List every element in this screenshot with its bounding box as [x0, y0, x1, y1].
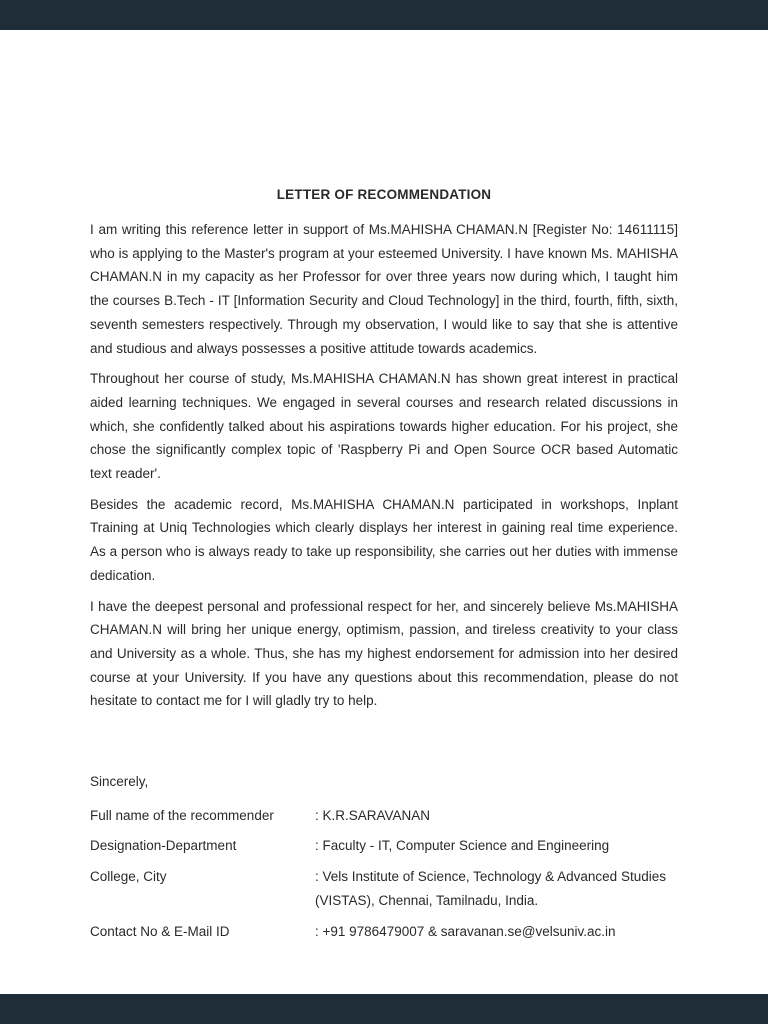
signature-value-college: : Vels Institute of Science, Technology & Advanced Studies (VISTAS), Chennai, Tamilnadu, India.: [315, 869, 666, 908]
letter-paragraph-4: I have the deepest personal and professional respect for her, and sincerely believe Ms.MAHISHA CHAMAN.N will bring her unique energy, optimism, passion, and tireless creativity to your class and University as a whole. Thus, she has my highest endorsement for admission into her desired course at your University. If you have any questions about this recommendation, please do not hesitate to contact me for I will gladly try to help.: [90, 598, 678, 709]
document-page: [0, 30, 768, 994]
signature-value-contact: : +91 9786479007 & saravanan.se@velsuniv.ac.in: [315, 923, 616, 939]
signature-row-name: [90, 804, 678, 828]
signature-row-college: [90, 865, 678, 912]
signature-row-contact: [90, 920, 678, 944]
viewer-top-bar: [0, 0, 768, 30]
viewer-bottom-bar: [0, 994, 768, 1024]
signature-label-name: Full name of the recommender: [90, 807, 274, 823]
letter-content: [0, 30, 768, 943]
signature-label-contact: Contact No & E-Mail ID: [90, 923, 230, 939]
signature-value-name: : K.R.SARAVANAN: [315, 807, 431, 823]
signature-value-designation: : Faculty - IT, Computer Science and Engineering: [315, 838, 610, 854]
signature-label-designation: Designation-Department: [90, 838, 237, 854]
signature-label-college: College, City: [90, 869, 167, 885]
letter-paragraph-1: I am writing this reference letter in support of Ms.MAHISHA CHAMAN.N [Register No: 14611115] who is applying to the Master's program at your esteemed University. I have known Ms. MAHISHA CHAMAN.N in my capacity as her Professor for over three years now during which, I taught him the courses B.Tech - IT [Information Security and Cloud Technology] in the third, fourth, fifth, sixth, seventh semesters respectively. Through my observation, I would like to say that she is attentive and studious and always possesses a positive attitude towards academics.: [90, 222, 678, 356]
letter-paragraph-2: Throughout her course of study, Ms.MAHISHA CHAMAN.N has shown great interest in practical aided learning techniques. We engaged in several courses and research related discussions in which, she confidently talked about his aspirations towards higher education. For his project, she chose the significantly complex topic of 'Raspberry Pi and Open Source OCR based Automatic text reader'.: [90, 371, 678, 482]
letter-paragraph-3: Besides the academic record, Ms.MAHISHA CHAMAN.N participated in workshops, Inplant Training at Uniq Technologies which clearly displays her interest in gaining real time experience. As a person who is always ready to take up responsibility, she carries out her duties with immense dedication.: [90, 496, 678, 583]
letter-closing: Sincerely,: [90, 774, 149, 790]
signature-row-designation: [90, 834, 678, 858]
letter-title: LETTER OF RECOMMENDATION: [276, 187, 492, 202]
signature-block: [90, 804, 678, 944]
